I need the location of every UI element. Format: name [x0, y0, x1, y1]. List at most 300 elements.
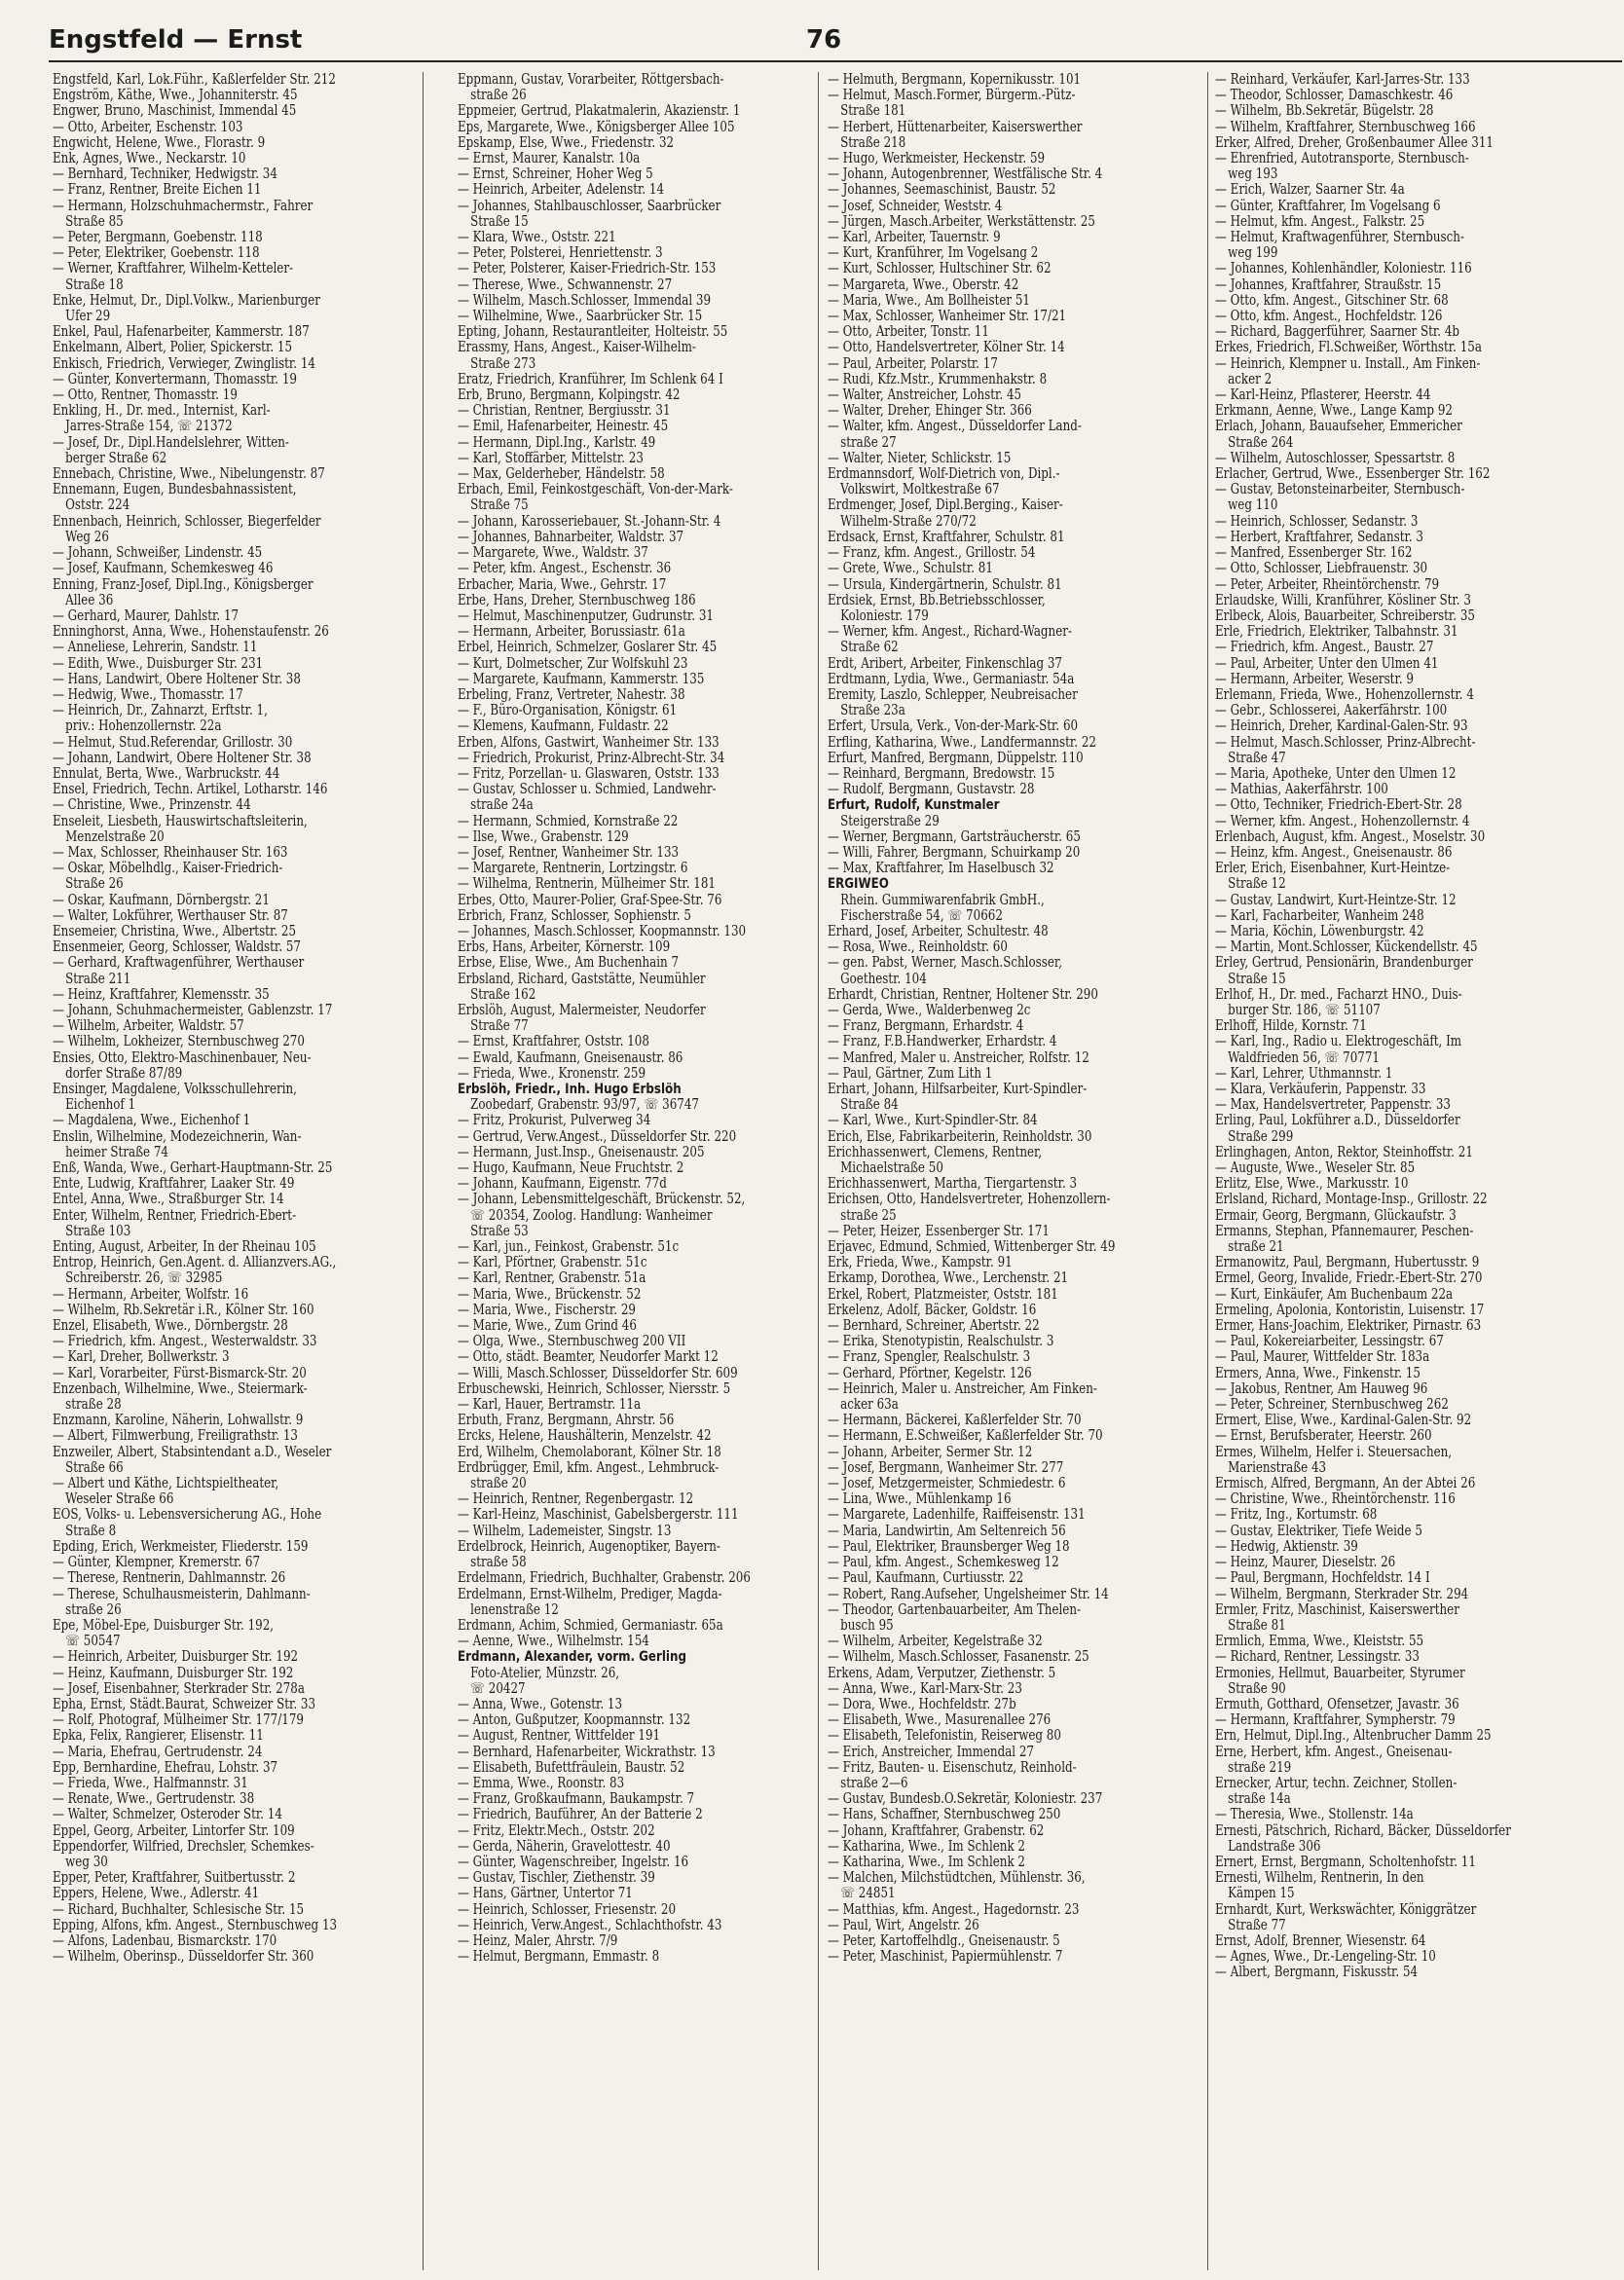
directory-entry: — Johann, Schuhmachermeister, Gablenzstr. 17 — [53, 1002, 333, 1018]
directory-entry: Engwer, Bruno, Maschinist, Immendal 45 — [53, 103, 297, 120]
directory-entry: Epding, Erich, Werkmeister, Fliederstr. 159 — [53, 1538, 309, 1555]
directory-entry: Erbse, Elise, Wwe., Am Buchenhain 7 — [458, 955, 680, 972]
directory-entry: Erhart, Johann, Hilfsarbeiter, Kurt-Spindler- — [828, 1082, 1088, 1097]
directory-entry: — Josef, Metzgermeister, Schmiedestr. 6 — [828, 1476, 1066, 1492]
directory-entry: Ernst, Adolf, Brenner, Wiesenstr. 64 — [1215, 1932, 1426, 1949]
directory-entry: Ennemann, Eugen, Bundesbahnassistent, — [53, 482, 297, 498]
directory-entry: — Heinrich, Verw.Angest., Schlachthofstr. 43 — [458, 1917, 722, 1933]
directory-entry: — Walter, Lokführer, Werthauser Str. 87 — [53, 907, 288, 924]
directory-entry: Ernesti, Pätschrich, Richard, Bäcker, Düsseldorfer — [1215, 1822, 1511, 1839]
directory-entry: Erkamp, Dorothea, Wwe., Lerchenstr. 21 — [828, 1270, 1069, 1287]
directory-entry: — Frieda, Wwe., Halfmannstr. 31 — [53, 1775, 248, 1791]
directory-entry: Erben, Alfons, Gastwirt, Wanheimer Str. 133 — [458, 734, 720, 751]
directory-entry: Ermonies, Hellmut, Bauarbeiter, Styrumer — [1215, 1665, 1465, 1681]
directory-entry: Eppers, Helene, Wwe., Adlerstr. 41 — [53, 1886, 260, 1902]
directory-entry: — Reinhard, Bergmann, Bredowstr. 15 — [828, 765, 1055, 782]
directory-entry: — Otto, Handelsvertreter, Kölner Str. 14 — [828, 340, 1065, 356]
directory-entry: — Friedrich, Bauführer, An der Batterie 2 — [458, 1807, 703, 1823]
directory-entry: — Josef, Kaufmann, Schemkesweg 46 — [53, 561, 274, 577]
directory-entry: — Margarete, Ladenhilfe, Raiffeisenstr. 131 — [828, 1507, 1086, 1524]
directory-entry: — Walter, Anstreicher, Lohstr. 45 — [828, 387, 1022, 404]
directory-entry: — Emma, Wwe., Roonstr. 83 — [458, 1775, 625, 1791]
directory-entry: — Erich, Walzer, Saarner Str. 4a — [1215, 182, 1405, 199]
directory-entry: — Wilhelma, Rentnerin, Mülheimer Str. 181 — [458, 876, 716, 893]
directory-entry: Engström, Käthe, Wwe., Johanniterstr. 45 — [53, 88, 298, 104]
directory-entry: — Theodor, Schlosser, Damaschkestr. 46 — [1215, 88, 1454, 104]
directory-entry: — Heinrich, Maler u. Anstreicher, Am Finken- — [828, 1380, 1097, 1397]
directory-entry: Erdtmann, Lydia, Wwe., Germaniastr. 54a — [828, 671, 1075, 687]
directory-entry: Erlbeck, Alois, Bauarbeiter, Schreiberstr. 35 — [1215, 607, 1475, 624]
directory-entry: Ermler, Fritz, Maschinist, Kaiserswerther — [1215, 1601, 1459, 1618]
directory-entry: Epe, Möbel-Epe, Duisburger Str. 192, — [53, 1617, 275, 1634]
directory-entry: — Otto, kfm. Angest., Hochfeldstr. 126 — [1215, 309, 1443, 325]
directory-column-3 — [828, 72, 1211, 2274]
directory-entry: Enter, Wilhelm, Rentner, Friedrich-Ebert- — [53, 1207, 297, 1224]
directory-entry: Steigerstraße 29 — [840, 813, 940, 829]
directory-entry: Straße 211 — [65, 971, 131, 987]
directory-entry: Erbeling, Franz, Vertreter, Nahestr. 38 — [458, 686, 685, 703]
directory-entry: — Theodor, Gartenbauarbeiter, Am Thelen- — [828, 1601, 1082, 1618]
directory-entry: — Hermann, Arbeiter, Weserstr. 9 — [1215, 671, 1414, 687]
directory-entry: — Johann, Kraftfahrer, Grabenstr. 62 — [828, 1822, 1045, 1839]
directory-entry: Enslin, Wilhelmine, Modezeichnerin, Wan- — [53, 1128, 302, 1145]
directory-entry: — Wilhelm, Bb.Sekretär, Bügelstr. 28 — [1215, 103, 1434, 120]
directory-entry: ☏ 50547 — [65, 1634, 121, 1650]
directory-entry: — Josef, Eisenbahner, Sterkrader Str. 278a — [53, 1680, 305, 1697]
directory-entry: weg 199 — [1228, 245, 1278, 262]
directory-entry: — Gustav, Elektriker, Tiefe Weide 5 — [1215, 1523, 1422, 1539]
directory-entry: Erbes, Otto, Maurer-Polier, Graf-Spee-Str. 76 — [458, 892, 722, 908]
directory-entry: Erichhassenwert, Clemens, Rentner, — [828, 1144, 1043, 1160]
directory-entry: — Maria, Wwe., Am Bollheister 51 — [828, 292, 1030, 309]
directory-entry: — Friedrich, kfm. Angest., Westerwaldstr. 33 — [53, 1334, 317, 1350]
directory-entry: Straße 181 — [840, 103, 906, 120]
directory-entry: Epting, Johann, Restaurantleiter, Holteistr. 55 — [458, 324, 728, 341]
directory-entry: Erdelmann, Ernst-Wilhelm, Prediger, Magda- — [458, 1586, 722, 1602]
directory-entry: Ermert, Elise, Wwe., Kardinal-Galen-Str. 92 — [1215, 1413, 1472, 1429]
directory-entry: Erkes, Friedrich, Fl.Schweißer, Wörthstr. 15a — [1215, 340, 1482, 356]
directory-entry: — Hugo, Werkmeister, Heckenstr. 59 — [828, 151, 1046, 167]
directory-entry: — Fritz, Prokurist, Pulverweg 34 — [458, 1113, 651, 1129]
directory-entry: — Peter, Maschinist, Papiermühlenstr. 7 — [828, 1949, 1063, 1966]
directory-entry: — Katharina, Wwe., Im Schlenk 2 — [828, 1854, 1026, 1870]
directory-entry: — Maria, Apotheke, Unter den Ulmen 12 — [1215, 765, 1457, 782]
directory-entry: Rhein. Gummiwarenfabrik GmbH., — [840, 892, 1045, 908]
directory-entry: — Hugo, Kaufmann, Neue Fruchtstr. 2 — [458, 1160, 684, 1177]
directory-entry: Erbsland, Richard, Gaststätte, Neumühler — [458, 971, 706, 987]
directory-entry: Ermel, Georg, Invalide, Friedr.-Ebert-Str. 270 — [1215, 1270, 1483, 1287]
directory-entry: — Otto, städt. Beamter, Neudorfer Markt 12 — [458, 1349, 719, 1366]
directory-entry: Waldfrieden 56, ☏ 70771 — [1228, 1049, 1380, 1066]
directory-entry: — Ernst, Schreiner, Hoher Weg 5 — [458, 166, 653, 183]
directory-entry: — Ernst, Berufsberater, Heerstr. 260 — [1215, 1428, 1432, 1445]
directory-entry: — Paul, Gärtner, Zum Lith 1 — [828, 1065, 993, 1082]
directory-entry: — Ehrenfried, Autotransporte, Sternbusch- — [1215, 151, 1469, 167]
directory-entry: — Gerhard, Kraftwagenführer, Werthauser — [53, 955, 305, 972]
directory-entry: — Helmut, Kraftwagenführer, Sternbusch- — [1215, 230, 1464, 246]
directory-entry: Erker, Alfred, Dreher, Großenbaumer Allee 311 — [1215, 134, 1494, 151]
directory-entry: Ufer 29 — [65, 309, 111, 325]
directory-entry: — Rudolf, Bergmann, Gustavstr. 28 — [828, 782, 1035, 798]
directory-entry: — Bernhard, Techniker, Hedwigstr. 34 — [53, 166, 277, 183]
directory-entry: — Alfons, Ladenbau, Bismarckstr. 170 — [53, 1932, 277, 1949]
directory-entry: — Franz, Rentner, Breite Eichen 11 — [53, 182, 262, 199]
directory-entry: burger Str. 186, ☏ 51107 — [1228, 1002, 1381, 1018]
directory-entry: — Werner, Kraftfahrer, Wilhelm-Ketteler- — [53, 261, 294, 277]
directory-entry: — Peter, Schreiner, Sternbuschweg 262 — [1215, 1397, 1449, 1414]
directory-entry: Erbuth, Franz, Bergmann, Ahrstr. 56 — [458, 1413, 675, 1429]
directory-entry: — Günter, Konvertermann, Thomasstr. 19 — [53, 371, 297, 387]
directory-entry: — Klara, Wwe., Oststr. 221 — [458, 230, 616, 246]
directory-entry: — Anneliese, Lehrerin, Sandstr. 11 — [53, 640, 258, 656]
directory-entry: — Wilhelm, Masch.Schlosser, Immendal 39 — [458, 292, 712, 309]
directory-entry: Jarres-Straße 154, ☏ 21372 — [65, 419, 233, 435]
directory-entry: Straße 23a — [840, 703, 905, 719]
directory-entry: Ermisch, Alfred, Bergmann, An der Abtei 26 — [1215, 1476, 1476, 1492]
directory-entry: — Kurt, Dolmetscher, Zur Wolfskuhl 23 — [458, 655, 688, 672]
directory-entry: — Karl, Pförtner, Grabenstr. 51c — [458, 1255, 647, 1271]
directory-entry: — Friedrich, kfm. Angest., Baustr. 27 — [1215, 640, 1434, 656]
directory-entry: — Johannes, Seemaschinist, Baustr. 52 — [828, 182, 1056, 199]
directory-entry: — Peter, kfm. Angest., Eschenstr. 36 — [458, 561, 672, 577]
directory-entry: — Maria, Köchin, Löwenburgstr. 42 — [1215, 923, 1424, 939]
directory-entry: — Hermann, Arbeiter, Wolfstr. 16 — [53, 1286, 249, 1303]
header-rule — [49, 60, 1622, 62]
directory-entry: Erfurt, Manfred, Bergmann, Düppelstr. 110 — [828, 750, 1084, 766]
directory-entry: acker 2 — [1228, 371, 1273, 387]
directory-entry: — Wilhelm, Bergmann, Sterkrader Str. 294 — [1215, 1586, 1469, 1602]
directory-entry: — Ilse, Wwe., Grabenstr. 129 — [458, 828, 629, 845]
directory-entry: — Margarete, Kaufmann, Kammerstr. 135 — [458, 671, 705, 687]
directory-entry: Erdelbrock, Heinrich, Augenoptiker, Bayern- — [458, 1538, 720, 1555]
directory-entry: — Margarete, Wwe., Waldstr. 37 — [458, 545, 648, 562]
directory-entry: Erfurt, Rudolf, Kunstmaler — [828, 797, 1000, 814]
directory-entry: — Renate, Wwe., Gertrudenstr. 38 — [53, 1791, 255, 1808]
directory-entry: — Fritz, Bauten- u. Eisenschutz, Reinhold- — [828, 1759, 1077, 1776]
directory-entry: Erbacher, Maria, Wwe., Gehrstr. 17 — [458, 576, 667, 593]
directory-entry: — Karl, Vorarbeiter, Fürst-Bismarck-Str. 20 — [53, 1365, 307, 1381]
directory-entry: Fischerstraße 54, ☏ 70662 — [840, 907, 1003, 924]
directory-entry: Ermanns, Stephan, Pfannemaurer, Peschen- — [1215, 1223, 1474, 1239]
directory-entry: — Grete, Wwe., Schulstr. 81 — [828, 561, 993, 577]
directory-entry: — Gerhard, Maurer, Dahlstr. 17 — [53, 607, 240, 624]
directory-entry: — Walter, Schmelzer, Osteroder Str. 14 — [53, 1807, 282, 1823]
directory-entry: Straße 47 — [1228, 750, 1286, 766]
directory-entry: Straße 162 — [470, 986, 536, 1003]
directory-entry: straße 26 — [65, 1601, 122, 1618]
directory-entry: Ern, Helmut, Dipl.Ing., Altenbrucher Damm 25 — [1215, 1728, 1492, 1745]
directory-entry: Ennulat, Berta, Wwe., Warbruckstr. 44 — [53, 765, 280, 782]
directory-entry: — Helmut, Stud.Referendar, Grillostr. 30 — [53, 734, 293, 751]
directory-entry: — Gebr., Schlosserei, Aakerfährstr. 100 — [1215, 703, 1448, 719]
directory-entry: Erdbrügger, Emil, kfm. Angest., Lehmbruck- — [458, 1459, 720, 1476]
directory-entry: — Theresia, Wwe., Stollenstr. 14a — [1215, 1807, 1414, 1823]
directory-entry: Erbach, Emil, Feinkostgeschäft, Von-der-Mark- — [458, 482, 733, 498]
directory-entry: Straße 26 — [65, 876, 124, 893]
directory-entry: straße 24a — [470, 797, 534, 814]
directory-entry: heimer Straße 74 — [65, 1144, 168, 1160]
directory-entry: — Karl-Heinz, Maschinist, Gabelsbergerstr. 111 — [458, 1507, 739, 1524]
directory-entry: Enkisch, Friedrich, Verwieger, Zwinglistr. 14 — [53, 355, 315, 372]
directory-entry: Ermanowitz, Paul, Bergmann, Hubertusstr. 9 — [1215, 1255, 1480, 1271]
directory-entry: — Hermann, Kraftfahrer, Sympherstr. 79 — [1215, 1712, 1456, 1729]
directory-entry: Eppel, Georg, Arbeiter, Lintorfer Str. 109 — [53, 1822, 295, 1839]
directory-entry: Ermer, Hans-Joachim, Elektriker, Pirnastr. 63 — [1215, 1318, 1482, 1335]
directory-entry: Straße 15 — [1228, 971, 1286, 987]
directory-entry: Straße 77 — [1228, 1917, 1286, 1933]
directory-entry: — Rudi, Kfz.Mstr., Krummenhakstr. 8 — [828, 371, 1048, 387]
directory-entry: — Maria, Wwe., Brückenstr. 52 — [458, 1286, 642, 1303]
directory-entry: — Willi, Fahrer, Bergmann, Schuirkamp 20 — [828, 844, 1081, 861]
directory-entry: weg 193 — [1228, 166, 1278, 183]
directory-entry: Erne, Herbert, kfm. Angest., Gneisenau- — [1215, 1744, 1453, 1760]
directory-entry: — Anna, Wwe., Karl-Marx-Str. 23 — [828, 1680, 1022, 1697]
directory-entry: — Manfred, Maler u. Anstreicher, Rolfstr. 12 — [828, 1049, 1089, 1066]
directory-entry: ☏ 20427 — [470, 1680, 526, 1697]
directory-entry: — Heinz, Kaufmann, Duisburger Str. 192 — [53, 1665, 294, 1681]
directory-entry: — Gustav, Betonsteinarbeiter, Sternbusch- — [1215, 482, 1465, 498]
directory-entry: — Walter, kfm. Angest., Düsseldorfer Land- — [828, 419, 1082, 435]
directory-entry: ☏ 24851 — [840, 1886, 896, 1902]
directory-entry: Erkel, Robert, Platzmeister, Oststr. 181 — [828, 1286, 1058, 1303]
directory-entry: Erb, Bruno, Bergmann, Kolpingstr. 42 — [458, 387, 681, 404]
directory-entry: Erbslöh, Friedr., Inh. Hugo Erbslöh — [458, 1082, 682, 1097]
directory-entry: — Marie, Wwe., Zum Grind 46 — [458, 1318, 637, 1335]
directory-entry: Epha, Ernst, Städt.Baurat, Schweizer Str. 33 — [53, 1696, 316, 1712]
directory-entry: straße 219 — [1228, 1759, 1292, 1776]
directory-entry: — Johann, Arbeiter, Sermer Str. 12 — [828, 1444, 1033, 1460]
directory-entry: — Rolf, Photograf, Mülheimer Str. 177/179 — [53, 1712, 304, 1729]
directory-column-1 — [53, 72, 436, 2274]
directory-entry: Erich, Else, Fabrikarbeiterin, Reinholdstr. 30 — [828, 1128, 1092, 1145]
directory-entry: — Wilhelm, Arbeiter, Waldstr. 57 — [53, 1018, 244, 1035]
directory-entry: Straße 85 — [65, 213, 124, 230]
directory-entry: — Wilhelmine, Wwe., Saarbrücker Str. 15 — [458, 309, 703, 325]
directory-entry: Erbs, Hans, Arbeiter, Körnerstr. 109 — [458, 939, 671, 956]
directory-entry: dorfer Straße 87/89 — [65, 1065, 183, 1082]
directory-entry: Ermers, Anna, Wwe., Finkenstr. 15 — [1215, 1365, 1421, 1381]
directory-entry: — Frieda, Wwe., Kronenstr. 259 — [458, 1065, 646, 1082]
directory-entry: — Johannes, Masch.Schlosser, Koopmannstr. 130 — [458, 923, 747, 939]
directory-entry: Erdmenger, Josef, Dipl.Berging., Kaiser- — [828, 497, 1063, 514]
directory-entry: Erfert, Ursula, Verk., Von-der-Mark-Str. 60 — [828, 718, 1079, 735]
directory-entry: — Katharina, Wwe., Im Schlenk 2 — [828, 1838, 1026, 1855]
directory-entry: — Peter, Elektriker, Goebenstr. 118 — [53, 245, 260, 262]
directory-entry: Ermes, Wilhelm, Helfer i. Steuersachen, — [1215, 1444, 1453, 1460]
directory-entry: Straße 264 — [1228, 434, 1294, 451]
directory-entry: Enß, Wanda, Wwe., Gerhart-Hauptmann-Str. 25 — [53, 1160, 333, 1177]
directory-entry: Entrop, Heinrich, Gen.Agent. d. Allianzvers.AG., — [53, 1255, 337, 1271]
directory-entry: Erichsen, Otto, Handelsvertreter, Hohenzollern- — [828, 1192, 1111, 1208]
running-head: Engstfeld — Ernst — [49, 25, 303, 55]
directory-entry: Erhard, Josef, Arbeiter, Schultestr. 48 — [828, 923, 1049, 939]
directory-entry: — Bernhard, Schreiner, Abertstr. 22 — [828, 1318, 1040, 1335]
directory-entry: — Paul, Arbeiter, Unter den Ulmen 41 — [1215, 655, 1439, 672]
directory-entry: Ensies, Otto, Elektro-Maschinenbauer, Neu- — [53, 1049, 312, 1066]
directory-entry: — Hermann, Arbeiter, Borussiastr. 61a — [458, 624, 685, 641]
directory-entry: Enkel, Paul, Hafenarbeiter, Kammerstr. 187 — [53, 324, 310, 341]
directory-entry: Enzenbach, Wilhelmine, Wwe., Steiermark- — [53, 1380, 308, 1397]
directory-entry: — Kurt, Kranführer, Im Vogelsang 2 — [828, 245, 1039, 262]
directory-entry: — Josef, Dr., Dipl.Handelslehrer, Witten- — [53, 434, 289, 451]
directory-entry: Koloniestr. 179 — [840, 607, 929, 624]
directory-entry: Erlhof, H., Dr. med., Facharzt HNO., Duis- — [1215, 986, 1462, 1003]
directory-entry: — Heinrich, Schlosser, Friesenstr. 20 — [458, 1901, 677, 1918]
directory-entry: — Kurt, Schlosser, Hultschiner Str. 62 — [828, 261, 1052, 277]
directory-entry: Enke, Helmut, Dr., Dipl.Volkw., Marienburger — [53, 292, 320, 309]
directory-entry: — Karl, jun., Feinkost, Grabenstr. 51c — [458, 1239, 680, 1256]
directory-entry: — Max, Gelderheber, Händelstr. 58 — [458, 466, 665, 483]
directory-entry: — Franz, F.B.Handwerker, Erhardstr. 4 — [828, 1034, 1057, 1050]
directory-entry: — Maria, Wwe., Fischerstr. 29 — [458, 1302, 636, 1318]
directory-entry: — Maria, Landwirtin, Am Seltenreich 56 — [828, 1523, 1066, 1539]
directory-entry: Ensel, Friedrich, Techn. Artikel, Lotharstr. 146 — [53, 782, 328, 798]
directory-entry: — Albert und Käthe, Lichtspieltheater, — [53, 1476, 279, 1492]
directory-entry: Erdelmann, Friedrich, Buchhalter, Grabenstr. 206 — [458, 1570, 751, 1587]
directory-entry: — Klemens, Kaufmann, Fuldastr. 22 — [458, 718, 669, 735]
directory-entry: — Martin, Mont.Schlosser, Kückendellstr. 45 — [1215, 939, 1478, 956]
directory-entry: — Heinrich, Klempner u. Install., Am Finken- — [1215, 355, 1481, 372]
directory-entry: — Kurt, Einkäufer, Am Buchenbaum 22a — [1215, 1286, 1454, 1303]
directory-entry: Epka, Felix, Rangierer, Elisenstr. 11 — [53, 1728, 264, 1745]
directory-entry: Erassmy, Hans, Angest., Kaiser-Wilhelm- — [458, 340, 696, 356]
directory-entry: — Gerda, Näherin, Gravelottestr. 40 — [458, 1838, 671, 1855]
directory-entry: Erkmann, Aenne, Wwe., Lange Kamp 92 — [1215, 403, 1453, 420]
directory-entry: Ernesti, Wilhelm, Rentnerin, In den — [1215, 1870, 1424, 1887]
directory-entry: — Peter, Polsterei, Henriettenstr. 3 — [458, 245, 663, 262]
directory-entry: — Günter, Kraftfahrer, Im Vogelsang 6 — [1215, 198, 1441, 214]
directory-entry: — Albert, Bergmann, Fiskusstr. 54 — [1215, 1965, 1419, 1981]
directory-entry: — Johann, Autogenbrenner, Westfälische Str. 4 — [828, 166, 1103, 183]
directory-entry: — Herbert, Hüttenarbeiter, Kaiserswerther — [828, 119, 1083, 135]
directory-entry: — Heinrich, Arbeiter, Duisburger Str. 192 — [53, 1649, 299, 1666]
directory-entry: — Bernhard, Hafenarbeiter, Wickrathstr. 13 — [458, 1744, 716, 1760]
directory-entry: acker 63a — [840, 1397, 899, 1414]
directory-entry: — Paul, Wirt, Angelstr. 26 — [828, 1917, 979, 1933]
directory-entry: Enseleit, Liesbeth, Hauswirtschaftsleiterin, — [53, 813, 308, 829]
directory-entry: Erfling, Katharina, Wwe., Landfermannstr. 22 — [828, 734, 1096, 751]
directory-entry: — Magdalena, Wwe., Eichenhof 1 — [53, 1113, 251, 1129]
directory-entry: Straße 90 — [1228, 1680, 1286, 1697]
directory-entry: Epskamp, Else, Wwe., Friedenstr. 32 — [458, 134, 675, 151]
directory-entry: — Wilhelm, Lademeister, Singstr. 13 — [458, 1523, 672, 1539]
directory-entry: Foto-Atelier, Münzstr. 26, — [470, 1665, 620, 1681]
directory-entry: — Max, Handelsvertreter, Pappenstr. 33 — [1215, 1097, 1451, 1114]
directory-entry: Straße 103 — [65, 1223, 131, 1239]
directory-entry: Straße 299 — [1228, 1128, 1294, 1145]
directory-entry: — Gustav, Schlosser u. Schmied, Landwehr- — [458, 782, 717, 798]
directory-entry: Wilhelm-Straße 270/72 — [840, 513, 977, 530]
directory-entry: — Werner, kfm. Angest., Hohenzollernstr. 4 — [1215, 813, 1470, 829]
directory-entry: — Christine, Wwe., Prinzenstr. 44 — [53, 797, 251, 814]
directory-entry: — Johann, Landwirt, Obere Holtener Str. 38 — [53, 750, 312, 766]
directory-entry: Ercks, Helene, Haushälterin, Menzelstr. 42 — [458, 1428, 712, 1445]
directory-entry: — Johann, Kaufmann, Eigenstr. 77d — [458, 1176, 667, 1193]
directory-entry: berger Straße 62 — [65, 450, 167, 466]
directory-entry: — Karl, Hauer, Bertramstr. 11a — [458, 1397, 642, 1414]
directory-entry: ERGIWEO — [828, 876, 889, 893]
directory-entry: Enninghorst, Anna, Wwe., Hohenstaufenstr. 26 — [53, 624, 329, 641]
directory-entry: — Franz, kfm. Angest., Grillostr. 54 — [828, 545, 1036, 562]
directory-entry: Straße 62 — [840, 640, 899, 656]
directory-entry: — Günter, Wagenschreiber, Ingelstr. 16 — [458, 1854, 689, 1870]
directory-entry: — Therese, Wwe., Schwannenstr. 27 — [458, 276, 673, 293]
directory-entry: — Hermann, Just.Insp., Gneisenaustr. 205 — [458, 1144, 705, 1160]
directory-entry: ☏ 20354, Zoolog. Handlung: Wanheimer — [470, 1207, 713, 1224]
directory-entry: — Edith, Wwe., Duisburger Str. 231 — [53, 655, 264, 672]
directory-entry: Ensinger, Magdalene, Volksschullehrerin, — [53, 1082, 297, 1097]
directory-entry: Erdmann, Alexander, vorm. Gerling — [458, 1649, 686, 1666]
directory-entry: — Hans, Schaffner, Sternbuschweg 250 — [828, 1807, 1061, 1823]
directory-entry: Erlinghagen, Anton, Rektor, Steinhoffstr. 21 — [1215, 1144, 1473, 1160]
directory-entry: — Karl, Arbeiter, Tauernstr. 9 — [828, 230, 1001, 246]
directory-entry: Erbe, Hans, Dreher, Sternbuschweg 186 — [458, 592, 696, 608]
directory-entry: Erley, Gertrud, Pensionärin, Brandenburger — [1215, 955, 1473, 972]
directory-entry: — Peter, Kartoffelhdlg., Gneisenaustr. 5 — [828, 1932, 1060, 1949]
directory-column-2 — [458, 72, 841, 2274]
directory-entry: Enzweiler, Albert, Stabsintendant a.D., Weseler — [53, 1444, 332, 1460]
directory-entry: Volkswirt, Moltkestraße 67 — [840, 482, 1000, 498]
directory-entry: — F., Büro-Organisation, Königstr. 61 — [458, 703, 678, 719]
page-number: 76 — [806, 25, 842, 55]
directory-entry: — Wilhelm, Autoschlosser, Spessartstr. 8 — [1215, 450, 1456, 466]
directory-entry: Ermuth, Gotthard, Ofensetzer, Javastr. 36 — [1215, 1696, 1459, 1712]
directory-entry: — Walter, Dreher, Ehinger Str. 366 — [828, 403, 1032, 420]
directory-entry: Erdsiek, Ernst, Bb.Betriebsschlosser, — [828, 592, 1046, 608]
directory-entry: straße 20 — [470, 1476, 527, 1492]
directory-entry: Ernert, Ernst, Bergmann, Scholtenhofstr. 11 — [1215, 1854, 1476, 1870]
directory-entry: Erlacher, Gertrud, Wwe., Essenberger Str. 162 — [1215, 466, 1491, 483]
directory-entry: Epping, Alfons, kfm. Angest., Sternbuschweg 13 — [53, 1917, 338, 1933]
directory-entry: weg 30 — [65, 1854, 108, 1870]
directory-entry: — Ernst, Kraftfahrer, Oststr. 108 — [458, 1034, 649, 1050]
directory-entry: Erling, Paul, Lokführer a.D., Düsseldorfer — [1215, 1113, 1460, 1129]
directory-entry: straße 2—6 — [840, 1775, 908, 1791]
directory-entry: — Peter, Arbeiter, Rheintörchenstr. 79 — [1215, 576, 1440, 593]
directory-entry: — Richard, Baggerführer, Saarner Str. 4b — [1215, 324, 1460, 341]
directory-entry: — Fritz, Ing., Kortumstr. 68 — [1215, 1507, 1378, 1524]
directory-entry: Straße 15 — [470, 213, 529, 230]
directory-entry: Ennebach, Christine, Wwe., Nibelungenstr. 87 — [53, 466, 325, 483]
directory-entry: Erlitz, Else, Wwe., Markusstr. 10 — [1215, 1176, 1409, 1193]
directory-entry: — Manfred, Essenberger Str. 162 — [1215, 545, 1413, 562]
directory-entry: Erjavec, Edmund, Schmied, Wittenberger Str. 49 — [828, 1239, 1116, 1256]
directory-entry: — Hans, Gärtner, Untertor 71 — [458, 1886, 633, 1902]
directory-entry: — Johannes, Stahlbauschlosser, Saarbrücker — [458, 198, 721, 214]
directory-entry: — Helmuth, Bergmann, Kopernikusstr. 101 — [828, 72, 1082, 88]
directory-entry: — Auguste, Wwe., Weseler Str. 85 — [1215, 1160, 1416, 1177]
directory-entry: — Karl, Rentner, Grabenstr. 51a — [458, 1270, 646, 1287]
directory-entry: — Heinz, kfm. Angest., Gneisenaustr. 86 — [1215, 844, 1453, 861]
directory-entry: Ermeling, Apolonia, Kontoristin, Luisenstr. 17 — [1215, 1302, 1485, 1318]
directory-entry: — Walter, Nieter, Schlickstr. 15 — [828, 450, 1012, 466]
directory-entry: — Otto, Rentner, Thomasstr. 19 — [53, 387, 238, 404]
directory-entry: — Gerda, Wwe., Walderbenweg 2c — [828, 1002, 1031, 1018]
directory-entry: — Max, Schlosser, Wanheimer Str. 17/21 — [828, 309, 1067, 325]
directory-entry: — Gustav, Landwirt, Kurt-Heintze-Str. 12 — [1215, 892, 1457, 908]
directory-entry: Straße 84 — [840, 1097, 899, 1114]
directory-entry: — Margareta, Wwe., Oberstr. 42 — [828, 276, 1019, 293]
directory-entry: Erbslöh, August, Malermeister, Neudorfer — [458, 1002, 706, 1018]
directory-entry: — Peter, Bergmann, Goebenstr. 118 — [53, 230, 263, 246]
directory-entry: — Otto, Arbeiter, Tonstr. 11 — [828, 324, 989, 341]
directory-entry: Erd, Wilhelm, Chemolaborant, Kölner Str. 18 — [458, 1444, 721, 1460]
directory-entry: — Peter, Polsterer, Kaiser-Friedrich-Str. 153 — [458, 261, 717, 277]
directory-entry: — Karl, Wwe., Kurt-Spindler-Str. 84 — [828, 1113, 1038, 1129]
directory-entry: — Gustav, Tischler, Ziethenstr. 39 — [458, 1870, 655, 1887]
directory-entry: Weseler Straße 66 — [65, 1491, 174, 1508]
directory-entry: Erlach, Johann, Bauaufseher, Emmericher — [1215, 419, 1462, 435]
